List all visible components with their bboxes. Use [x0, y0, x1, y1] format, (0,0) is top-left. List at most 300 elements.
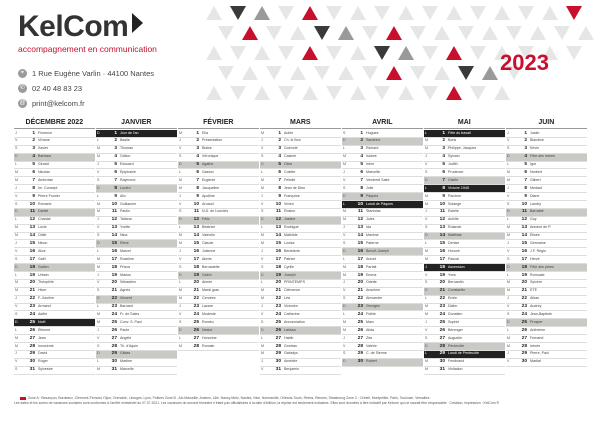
day-row [424, 272, 505, 280]
saint-name: Lucie [38, 225, 47, 230]
saint-name: Barbara [38, 154, 51, 159]
saint-name: Ella [202, 130, 208, 135]
weekday-letter: L [15, 272, 17, 277]
saint-name: Anicet [366, 256, 376, 261]
weekday-letter: S [425, 335, 428, 340]
day-number: 26 [521, 327, 527, 333]
day-number: 22 [29, 296, 35, 302]
saint-name: Lazare [202, 304, 213, 309]
day-row [506, 225, 587, 233]
footer [14, 396, 588, 406]
weekday-letter: M [425, 367, 428, 372]
weekday-letter: S [343, 130, 346, 135]
pattern-triangle [398, 46, 414, 60]
day-row [14, 272, 95, 280]
weekday-letter: M [97, 201, 100, 206]
saint-name: Innocents [38, 343, 54, 348]
month-column [342, 118, 423, 386]
day-row [178, 296, 259, 304]
day-number: 22 [357, 296, 363, 302]
saint-name: Martine [120, 359, 132, 364]
day-number: 1 [32, 130, 35, 136]
day-number: 19 [275, 272, 281, 278]
month-title: MAI [424, 118, 505, 129]
weekday-letter: D [343, 304, 346, 309]
saint-name: Visitation [448, 367, 463, 372]
saint-name: Basile [120, 138, 130, 143]
day-row [506, 193, 587, 201]
day-row [14, 256, 95, 264]
day-number: 14 [29, 233, 35, 239]
weekday-letter: D [15, 264, 18, 269]
day-number: 21 [357, 288, 363, 294]
weekday-letter: L [343, 146, 345, 151]
day-number: 4 [442, 154, 445, 160]
day-number: 6 [278, 169, 281, 175]
pattern-triangle [386, 66, 402, 80]
day-row [424, 209, 505, 217]
day-row [96, 264, 177, 272]
pattern-triangle [434, 66, 450, 80]
weekday-letter: L [507, 272, 509, 277]
saint-name: Bernadette [202, 264, 220, 269]
day-number: 4 [278, 154, 281, 160]
day-row [506, 130, 587, 138]
day-row [424, 154, 505, 162]
day-number: 6 [32, 169, 35, 175]
weekday-letter: J [15, 130, 17, 135]
day-number: 5 [114, 162, 117, 168]
weekday-letter: D [507, 154, 510, 159]
day-number: 25 [275, 319, 281, 325]
day-row [506, 272, 587, 280]
weekday-letter: V [97, 335, 100, 340]
day-row [506, 288, 587, 296]
weekday-letter: L [15, 162, 17, 167]
day-row [14, 225, 95, 233]
saint-name: Blaise [202, 146, 212, 151]
saint-name: Denise [448, 240, 460, 245]
saint-name: Zita [366, 335, 372, 340]
weekday-letter: J [179, 304, 181, 309]
saint-name: Raymond [120, 177, 136, 182]
saint-name: Philippe, Jacques [448, 146, 477, 151]
weekday-letter: V [425, 162, 428, 167]
weekday-letter: L [507, 162, 509, 167]
pattern-triangle [566, 6, 582, 20]
day-number: 7 [442, 177, 445, 183]
saint-name: Aimée [202, 280, 213, 285]
day-row [96, 162, 177, 170]
day-number: 27 [521, 335, 527, 341]
day-row [178, 248, 259, 256]
day-number: 23 [521, 304, 527, 310]
day-row [96, 256, 177, 264]
day-row [506, 327, 587, 335]
day-number: 9 [524, 193, 527, 199]
day-number: 12 [29, 217, 35, 223]
day-row [14, 169, 95, 177]
weekday-letter: D [97, 240, 100, 245]
saint-name: Romain [202, 343, 215, 348]
saint-name: Florence [38, 130, 52, 135]
weekday-letter: L [425, 130, 427, 135]
weekday-letter: J [179, 138, 181, 143]
saint-name: Gabin [202, 272, 212, 277]
day-row [178, 327, 259, 335]
day-number: 25 [521, 319, 527, 325]
weekday-letter: J [15, 296, 17, 301]
weekday-letter: S [97, 288, 100, 293]
day-row [96, 169, 177, 177]
day-row [506, 264, 587, 272]
weekday-letter: V [15, 138, 18, 143]
weekday-letter: S [15, 311, 18, 316]
day-number: 7 [360, 177, 363, 183]
saint-name: Aubin [284, 130, 294, 135]
weekday-letter: M [343, 319, 346, 324]
day-row [424, 177, 505, 185]
day-row [96, 138, 177, 146]
day-number: 27 [275, 335, 281, 341]
weekday-letter: J [425, 209, 427, 214]
weekday-letter: L [425, 240, 427, 245]
day-row [260, 154, 341, 162]
saint-name: Matthias [448, 233, 462, 238]
weekday-letter: V [507, 304, 510, 309]
saint-name: Rodrigue [284, 225, 299, 230]
weekday-letter: L [97, 193, 99, 198]
saint-name: Diane [530, 193, 540, 198]
day-number: 3 [114, 146, 117, 152]
saint-name: Igor [530, 162, 537, 167]
day-row [342, 233, 423, 241]
saint-name: Françoise [284, 193, 300, 198]
saint-name: Julie [366, 185, 374, 190]
pattern-triangle [266, 26, 282, 40]
saint-name: Victoire 1945 [448, 185, 469, 190]
day-number: 8 [442, 185, 445, 191]
saint-name: Alice [38, 248, 46, 253]
weekday-letter: D [179, 162, 182, 167]
day-number: 10 [439, 201, 445, 207]
day-number: 13 [275, 225, 281, 231]
saint-name: Armand [38, 304, 51, 309]
weekday-letter: S [97, 233, 100, 238]
saint-name: Romuald [530, 272, 545, 277]
weekday-letter: M [343, 209, 346, 214]
day-number: 21 [439, 288, 445, 294]
day-row [260, 343, 341, 351]
saint-name: Hugues [366, 130, 379, 135]
saint-name: Alix [120, 193, 126, 198]
day-number: 18 [357, 264, 363, 270]
day-row [260, 225, 341, 233]
saint-name: Adèle [38, 311, 48, 316]
saint-name: Mathilde [284, 233, 298, 238]
day-row [342, 288, 423, 296]
weekday-letter: M [425, 304, 428, 309]
weekday-letter: V [343, 233, 346, 238]
day-number: 21 [193, 288, 199, 294]
weekday-letter: D [425, 233, 428, 238]
day-row [506, 304, 587, 312]
weekday-letter: M [507, 335, 510, 340]
day-row [178, 154, 259, 162]
saint-name: Épiphanie [120, 169, 136, 174]
day-row [424, 280, 505, 288]
weekday-letter: L [343, 311, 345, 316]
day-row [342, 256, 423, 264]
weekday-letter: V [15, 248, 18, 253]
day-row [342, 272, 423, 280]
weekday-letter: M [179, 296, 182, 301]
weekday-letter: J [261, 248, 263, 253]
weekday-letter: D [425, 288, 428, 293]
weekday-letter: S [15, 201, 18, 206]
day-row [424, 335, 505, 343]
day-row [342, 154, 423, 162]
saint-name: Cyrille [284, 264, 294, 269]
saint-name: Blandine [530, 138, 544, 143]
day-row [96, 311, 177, 319]
weekday-letter: M [179, 185, 182, 190]
day-row [96, 130, 177, 138]
day-row [506, 319, 587, 327]
day-number: 29 [275, 351, 281, 357]
weekday-letter: J [507, 240, 509, 245]
saint-name: Félicité [284, 177, 296, 182]
weekday-letter: M [179, 343, 182, 348]
saint-name: Sébastien [120, 280, 136, 285]
weekday-letter: V [507, 138, 510, 143]
saint-name: Yves [448, 272, 456, 277]
day-number: 9 [196, 193, 199, 199]
day-number: 15 [439, 240, 445, 246]
day-number: 21 [29, 288, 35, 294]
saint-name: Martial [530, 359, 541, 364]
day-number: 13 [521, 225, 527, 231]
saint-name: Paule [120, 327, 130, 332]
day-number: 10 [275, 201, 281, 207]
day-row [506, 162, 587, 170]
day-number: 24 [111, 311, 117, 317]
month-title: AVRIL [342, 118, 423, 129]
day-number: 2 [196, 138, 199, 144]
weekday-letter: M [15, 225, 18, 230]
day-number: 4 [32, 154, 35, 160]
weekday-letter: M [343, 217, 346, 222]
day-row [14, 327, 95, 335]
day-row [424, 256, 505, 264]
weekday-letter: D [97, 185, 100, 190]
weekday-letter: V [15, 304, 18, 309]
pattern-triangle [554, 26, 570, 40]
weekday-letter: M [15, 343, 18, 348]
day-row [14, 248, 95, 256]
day-row [14, 162, 95, 170]
saint-name: Emma [366, 272, 377, 277]
saint-name: Béatrice [202, 225, 216, 230]
saint-name: Olive [284, 162, 293, 167]
logo-arrow-icon [132, 13, 143, 33]
saint-name: Fidèle [366, 311, 376, 316]
weekday-letter: D [507, 319, 510, 324]
pattern-triangle [422, 6, 438, 20]
weekday-letter: M [507, 169, 510, 174]
saint-name: Sylvestre [38, 367, 53, 372]
day-row [506, 240, 587, 248]
day-row [342, 359, 423, 367]
pattern-triangle [458, 66, 474, 80]
weekday-letter: V [425, 327, 428, 332]
day-row [424, 225, 505, 233]
day-number: 9 [278, 193, 281, 199]
day-number: 17 [357, 256, 363, 262]
saint-name: Hiver [38, 288, 47, 293]
pattern-triangle [302, 6, 318, 20]
saint-name: Catherine [284, 311, 300, 316]
saint-name: Rolande [448, 225, 462, 230]
saint-name: Valentin [202, 233, 215, 238]
day-number: 17 [521, 256, 527, 262]
weekday-letter: M [425, 311, 428, 316]
weekday-letter: L [179, 169, 181, 174]
weekday-letter: V [261, 146, 264, 151]
pattern-triangle [302, 86, 318, 100]
day-row [260, 169, 341, 177]
day-number: 27 [357, 335, 363, 341]
day-row [342, 162, 423, 170]
weekday-letter: J [507, 296, 509, 301]
weekday-letter: S [343, 240, 346, 245]
weekday-letter: D [97, 296, 100, 301]
day-row [260, 359, 341, 367]
day-row [96, 177, 177, 185]
pattern-triangle [422, 46, 438, 60]
pattern-triangle [242, 26, 258, 40]
month-title: DÉCEMBRE 2022 [14, 118, 95, 129]
weekday-letter: D [97, 130, 100, 135]
day-row [424, 264, 505, 272]
weekday-letter: M [15, 177, 18, 182]
day-row [260, 335, 341, 343]
pattern-triangle [278, 86, 294, 100]
day-number: 22 [521, 296, 527, 302]
day-row [96, 327, 177, 335]
day-row [178, 319, 259, 327]
saint-name: Hervé [530, 256, 540, 261]
day-row [342, 185, 423, 193]
pattern-triangle [326, 6, 342, 20]
day-number: 1 [196, 130, 199, 136]
day-row [424, 351, 505, 359]
day-number: 31 [439, 367, 445, 373]
weekday-letter: M [15, 288, 18, 293]
saint-name: Parfait [366, 264, 377, 269]
saint-name: Landry [530, 201, 541, 206]
day-number: 2 [360, 138, 363, 144]
day-number: 26 [439, 327, 445, 333]
month-column [424, 118, 505, 386]
weekday-letter: S [261, 154, 264, 159]
day-row [96, 240, 177, 248]
saint-name: Jour de l'an [120, 130, 139, 135]
pattern-triangle [314, 66, 330, 80]
day-row [96, 209, 177, 217]
day-number: 26 [193, 327, 199, 333]
weekday-letter: M [15, 280, 18, 285]
weekday-letter: S [507, 311, 510, 316]
day-row [424, 185, 505, 193]
day-number: 15 [193, 240, 199, 246]
day-number: 11 [521, 209, 527, 215]
saint-name: Bernardin [448, 280, 464, 285]
weekday-letter: M [179, 288, 182, 293]
saint-name: Barnabé [530, 209, 544, 214]
day-row [178, 162, 259, 170]
weekday-letter: M [97, 256, 100, 261]
day-row [14, 367, 95, 375]
saint-name: PRINTEMPS [284, 280, 305, 285]
day-number: 28 [275, 343, 281, 349]
saint-name: Odette [366, 280, 377, 285]
day-row [14, 319, 95, 327]
day-row [14, 311, 95, 319]
day-row [342, 201, 423, 209]
weekday-letter: M [507, 225, 510, 230]
day-number: 12 [357, 217, 363, 223]
saint-name: Cendres [202, 296, 216, 301]
day-row [506, 209, 587, 217]
day-number: 16 [357, 248, 363, 254]
pattern-triangle [410, 26, 426, 40]
day-row [342, 248, 423, 256]
day-row [342, 280, 423, 288]
weekday-letter: L [97, 138, 99, 143]
day-row [260, 280, 341, 288]
day-number: 20 [521, 280, 527, 286]
saint-name: Gildas [120, 351, 131, 356]
day-row [96, 335, 177, 343]
day-row [96, 185, 177, 193]
saint-name: Ch. le Bon [284, 138, 301, 143]
weekday-letter: S [261, 209, 264, 214]
pattern-triangle [482, 66, 498, 80]
day-row [178, 169, 259, 177]
day-number: 8 [196, 185, 199, 191]
weekday-letter: V [507, 248, 510, 253]
day-row [424, 193, 505, 201]
day-row [96, 351, 177, 359]
day-number: 17 [29, 256, 35, 262]
saint-name: Arnaud [202, 201, 214, 206]
saint-name: Boris [448, 138, 457, 143]
weekday-letter: M [261, 177, 264, 182]
pattern-triangle [350, 86, 366, 100]
day-number: 25 [357, 319, 363, 325]
day-row [260, 217, 341, 225]
saint-name: Guy [530, 217, 537, 222]
day-row [260, 319, 341, 327]
day-row [260, 177, 341, 185]
saint-name: Ida [366, 225, 371, 230]
pattern-triangle [422, 86, 438, 100]
day-row [342, 240, 423, 248]
day-row [260, 351, 341, 359]
saint-name: C. de Sienne [366, 351, 387, 356]
saint-name: Édouard [120, 162, 134, 167]
